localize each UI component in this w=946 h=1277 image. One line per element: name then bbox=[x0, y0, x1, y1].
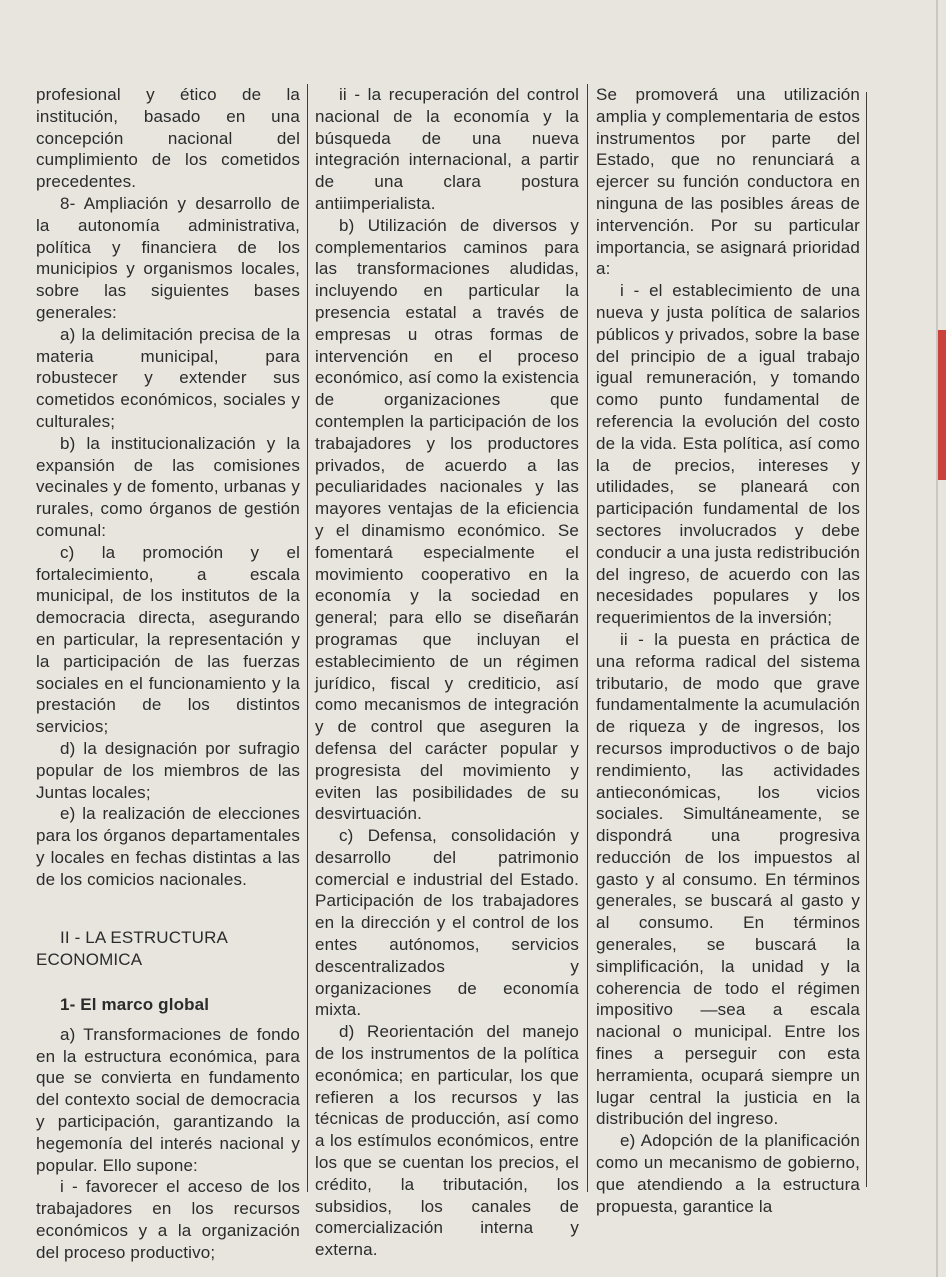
paragraph: c) Defensa, consolidación y desarrollo del patrimonio comercial e industrial del Estado. Participación de los trabajadores en la dirección y el control de los entes autónomos, servicios descentralizados y organizaciones de economía mixta. bbox=[315, 826, 579, 1020]
paragraph: a) la delimitación precisa de la materia municipal, para robustecer y extender sus cometidos económicos, sociales y culturales; bbox=[36, 324, 300, 431]
paragraph: d) Reorientación del manejo de los instrumentos de la política económica; en particular, los que refieren a los recursos y las técnicas de producción, así como a los estímulos económicos, entre los que se cuentan los precios, el crédito, la tributación, los subsidios, los canales de comercialización interna y externa. bbox=[315, 1022, 579, 1260]
paragraph: d) la designación por sufragio popular de los miembros de las Juntas locales; bbox=[36, 738, 300, 802]
paragraph: i - el establecimiento de una nueva y justa política de salarios públicos y privados, sobre la base del principio de a igual trabajo igual remuneración, y tomando como punto fundamental de referencia la evolución del costo de la vida. Esta política, así como la de precios, intereses y utilidades, se planeará con participación fundamental de los sectores involucrados y debe conducir a una justa redistribución del ingreso, de acuerdo con las necesidades populares y los requerimientos de la inversión; bbox=[596, 281, 860, 628]
paragraph: i - favorecer el acceso de los trabajadores en los recursos económicos y a la organización del proceso productivo; bbox=[36, 1177, 300, 1262]
page-edge bbox=[936, 0, 938, 1277]
red-edge-stripe bbox=[938, 330, 946, 480]
text-column-1 bbox=[36, 84, 300, 1264]
paragraph: a) Transformaciones de fondo en la estructura económica, para que se convierta en fundamento del contexto social de democracia y participación, garantizando la hegemonía del interés nacional y popular. Ello supone: bbox=[36, 1024, 300, 1175]
paragraph: e) Adopción de la planificación como un mecanismo de gobierno, que atendiendo a la estructura propuesta, garantice la bbox=[596, 1131, 860, 1216]
paragraph: Se promoverá una utilización amplia y complementaria de estos instrumentos por parte del Estado, que no renunciará a ejercer su función conductora en ninguna de las posibles áreas de intervención. Por su particular importancia, se asignará prioridad a: bbox=[596, 85, 860, 279]
section-heading: II - LA ESTRUCTURA ECONOMICA bbox=[36, 928, 228, 970]
text-column-2 bbox=[315, 84, 579, 1261]
paragraph: b) la institucionalización y la expansión de las comisiones vecinales y de fomento, urbanas y rurales, como órganos de gestión comunal: bbox=[36, 433, 300, 540]
column-rule-1 bbox=[307, 84, 308, 1192]
paragraph: ii - la recuperación del control nacional de la economía y la búsqueda de una nueva integración internacional, a partir de una clara postura antiimperialista. bbox=[315, 85, 579, 213]
paragraph: profesional y ético de la institución, basado en una concepción nacional del cumplimiento de los cometidos precedentes. bbox=[36, 85, 300, 192]
paragraph: c) la promoción y el fortalecimiento, a escala municipal, de los institutos de la democracia directa, asegurando en particular, la representación y la participación de las fuerzas sociales en el funcionamiento y la prestación de los distintos servicios; bbox=[36, 542, 300, 737]
text-column-3 bbox=[596, 84, 860, 1217]
paragraph: e) la realización de elecciones para los órganos departamentales y locales en fechas distintas a las de los comicios nacionales. bbox=[36, 804, 300, 889]
column-rule-2 bbox=[587, 84, 588, 1192]
column-rule-3 bbox=[866, 92, 867, 1187]
paragraph: b) Utilización de diversos y complementarios caminos para las transformaciones aludidas, incluyendo en particular la presencia estatal a través de empresas u otras formas de intervención en el proceso económico, así como la existencia de organizaciones que contemplen la participación de los trabajadores y los productores privados, de acuerdo a las peculiaridades nacionales y las mayores ventajas de la eficiencia y el dinamismo económico. Se fomentará especialmente el movimiento cooperativo en la economía y la sociedad en general; para ello se diseñarán programas que incluyan el establecimiento de un régimen jurídico, fiscal y crediticio, así como mecanismos de integración y de control que aseguren la defensa del carácter popular y progresista del movimiento y eviten las posibilidades de su desvirtuación. bbox=[315, 215, 579, 824]
paragraph: 8- Ampliación y desarrollo de la autonomía administrativa, política y financiera de los municipios y organismos locales, sobre las siguientes bases generales: bbox=[36, 193, 300, 322]
subsection-heading: 1- El marco global bbox=[60, 995, 210, 1015]
paragraph: ii - la puesta en práctica de una reforma radical del sistema tributario, de modo que grave fundamentalmente la acumulación de riqueza y de ingresos, los recursos improductivos o de bajo rendimiento, las actividades antieconómicas, los vicios sociales. Simultáneamente, se dispondrá una progresiva reducción de los impuestos al gasto y al consumo. En términos generales, se buscará al gasto y al consumo. En términos generales, se buscará la simplificación, la unidad y la coherencia de todo el régimen impositivo —sea a escala nacional o municipal. Entre los fines a perseguir con esta herramienta, ocupará siempre un lugar central la justicia en la distribución del ingreso. bbox=[596, 629, 860, 1129]
